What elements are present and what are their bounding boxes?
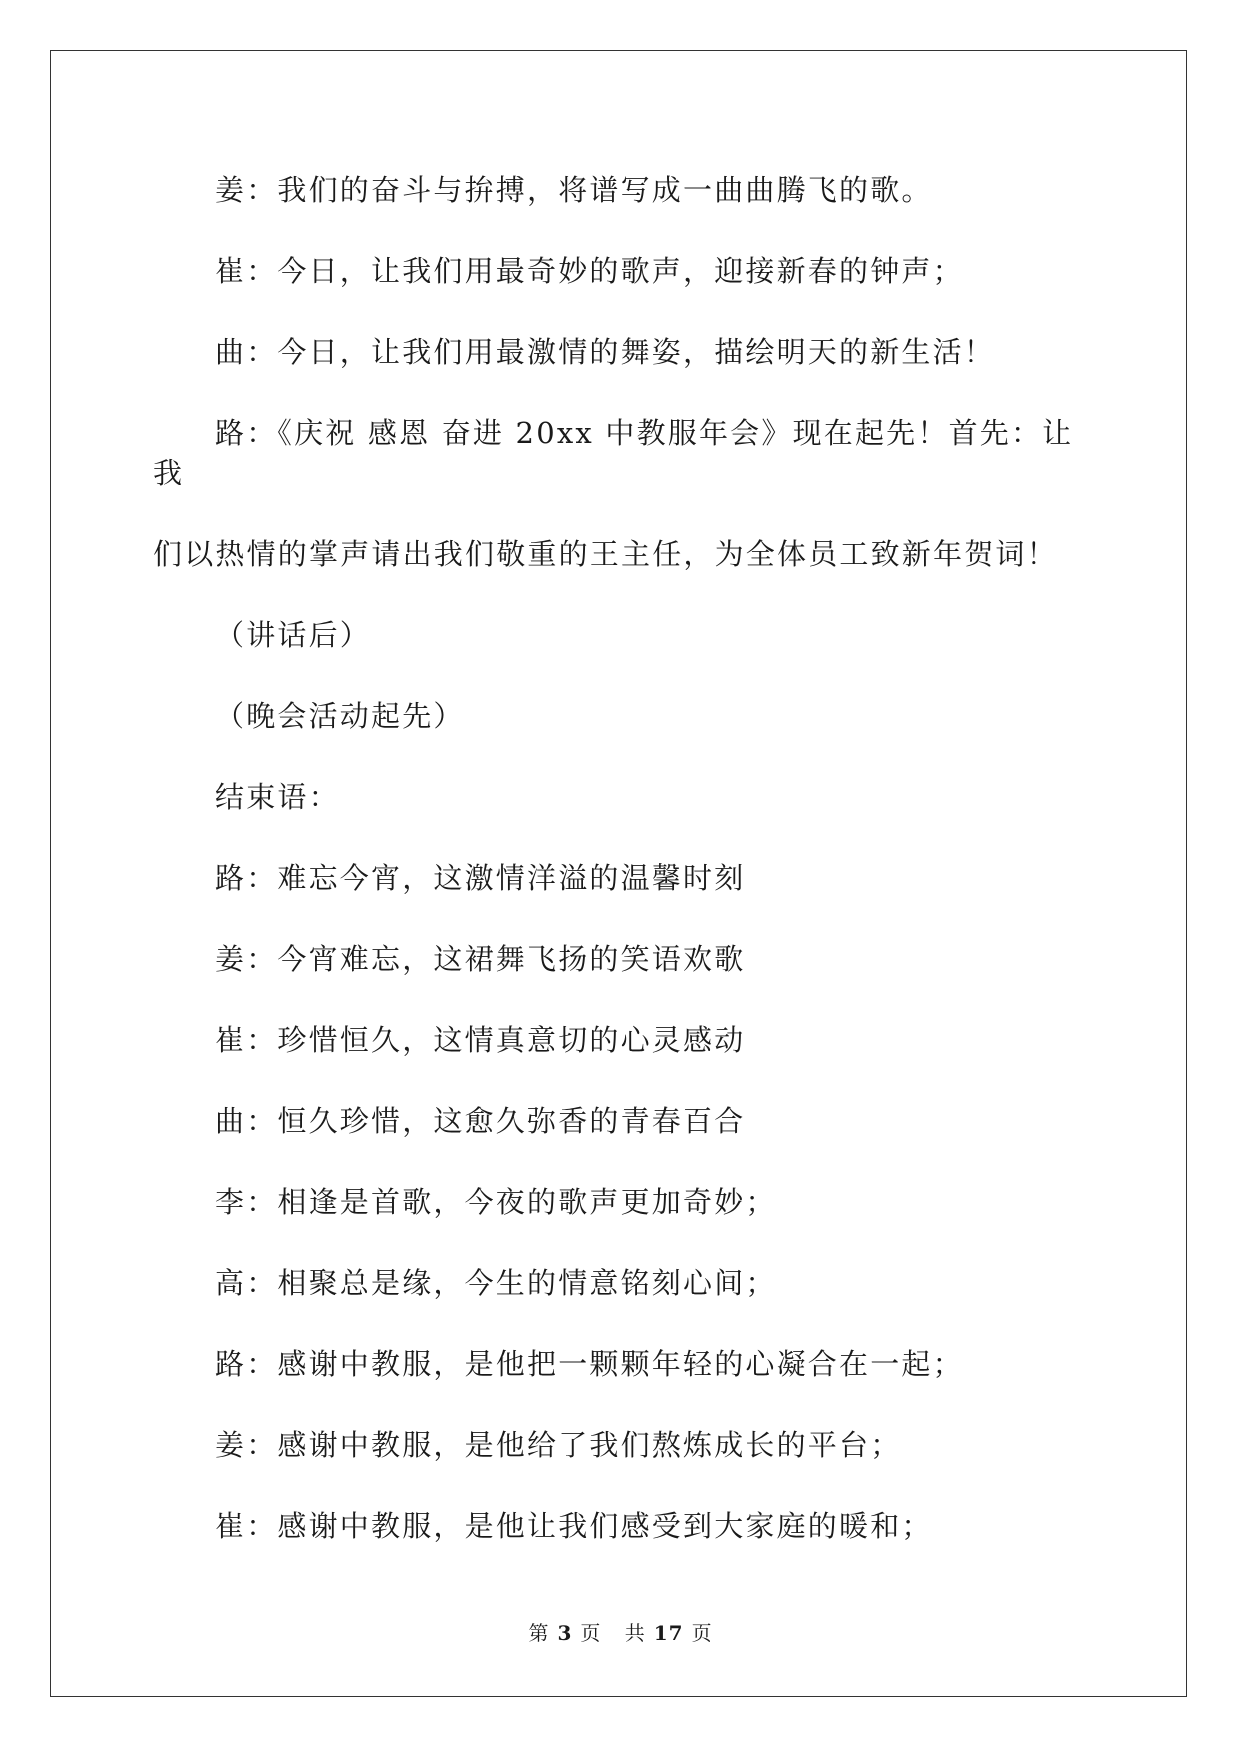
page-footer: [0, 1617, 1241, 1646]
paragraph: 崔：感谢中教服，是他让我们感受到大家庭的暖和；: [215, 1509, 933, 1543]
page-number: [524, 1621, 605, 1645]
paragraph: 姜：我们的奋斗与拚搏，将谱写成一曲曲腾飞的歌。: [215, 173, 933, 207]
footer-page-suffix: 页: [580, 1621, 602, 1645]
paragraph: 姜：今宵难忘，这裙舞飞扬的笑语欢歌: [215, 942, 746, 976]
total-page-count: 17: [653, 1621, 684, 1645]
paragraph: 姜：感谢中教服，是他给了我们熬炼成长的平台；: [215, 1428, 902, 1462]
paragraph: 李：相逢是首歌，今夜的歌声更加奇妙；: [215, 1185, 777, 1219]
footer-prefix: 第: [528, 1621, 550, 1645]
total-pages: [621, 1621, 717, 1645]
paragraph: （讲话后）: [215, 618, 372, 652]
paragraph: 路：难忘今宵，这激情洋溢的温馨时刻: [215, 861, 746, 895]
paragraph: 曲：恒久珍惜，这愈久弥香的青春百合: [215, 1104, 746, 1138]
paragraph-long: [153, 413, 1098, 574]
footer-total-prefix: 共: [624, 1621, 646, 1645]
paragraph: 曲：今日，让我们用最激情的舞姿，描绘明天的新生活！: [215, 335, 996, 369]
paragraph: 路：感谢中教服，是他把一颗颗年轻的心凝合在一起；: [215, 1347, 964, 1381]
footer-total-suffix: 页: [691, 1621, 713, 1645]
paragraph-line: 路：《庆祝 感恩 奋进 20xx 中教服年会》现在起先！首先：让我: [153, 416, 1074, 490]
current-page: 3: [557, 1621, 573, 1645]
paragraph: 崔：今日，让我们用最奇妙的歌声，迎接新春的钟声；: [215, 254, 964, 288]
paragraph: 高：相聚总是缘，今生的情意铭刻心间；: [215, 1266, 777, 1300]
document-body: [153, 170, 1098, 1587]
paragraph-line: 们以热情的掌声请出我们敬重的王主任，为全体员工致新年贺词！: [153, 537, 1058, 571]
paragraph: 崔：珍惜恒久，这情真意切的心灵感动: [215, 1023, 746, 1057]
paragraph: （晚会活动起先）: [215, 699, 465, 733]
paragraph: 结束语：: [215, 780, 340, 814]
